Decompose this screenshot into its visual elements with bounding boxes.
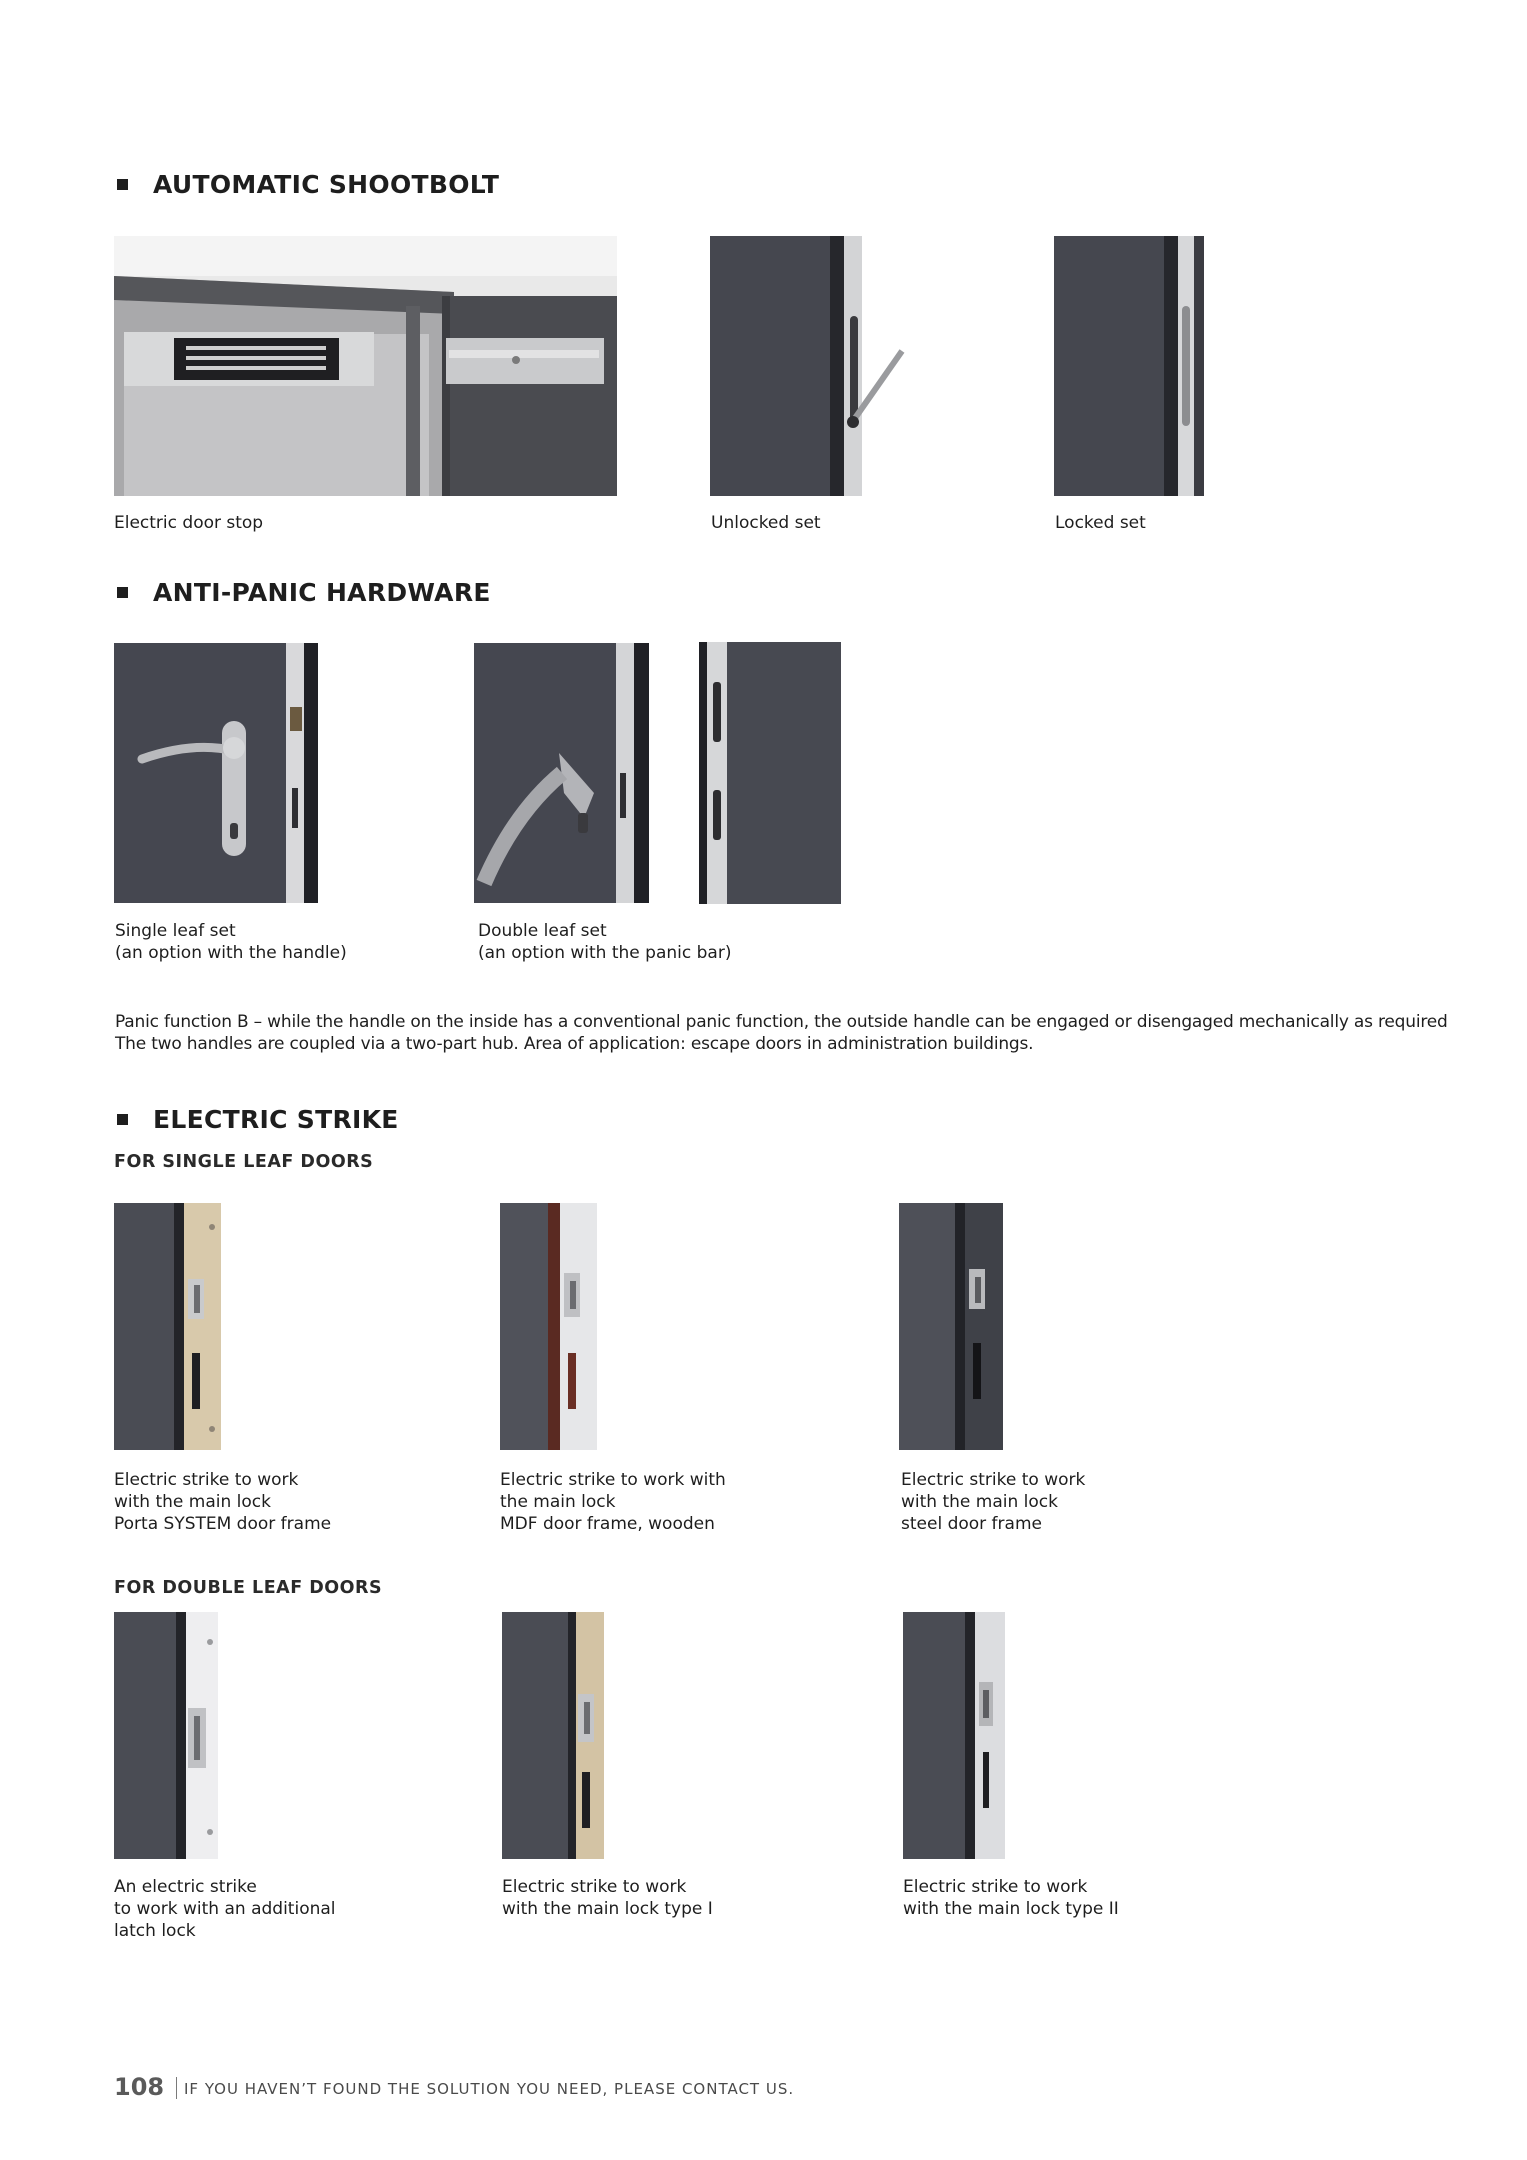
caption-single-leaf-set: Single leaf set (an option with the handle)	[115, 921, 347, 963]
caption-strike-porta-frame: Electric strike to work with the main lock Porta SYSTEM door frame	[114, 1470, 332, 1534]
section-title: ANTI-PANIC HARDWARE	[153, 578, 491, 607]
caption-electric-door-stop: Electric door stop	[114, 513, 264, 533]
section-title: AUTOMATIC SHOOTBOLT	[153, 170, 500, 199]
footer-contact-text: IF YOU HAVEN’T FOUND THE SOLUTION YOU NEED, PLEASE CONTACT US.	[184, 2080, 795, 2098]
photo-strike-mdf-frame	[500, 1203, 597, 1450]
subheading-single-leaf: FOR SINGLE LEAF DOORS	[114, 1152, 374, 1172]
page-number: 108	[114, 2073, 165, 2101]
photo-strike-latch-lock	[114, 1612, 218, 1859]
subheading-double-leaf: FOR DOUBLE LEAF DOORS	[114, 1578, 383, 1598]
photo-unlocked-set	[710, 236, 908, 496]
photo-double-leaf-set-panic-bar	[474, 643, 649, 903]
photo-strike-steel-frame	[899, 1203, 1003, 1450]
section-heading-shootbolt	[117, 170, 499, 199]
caption-locked-set: Locked set	[1055, 513, 1146, 533]
caption-strike-type-ii: Electric strike to work with the main lock type II	[903, 1877, 1119, 1919]
square-bullet-icon	[117, 1114, 128, 1125]
photo-electric-door-stop	[114, 236, 617, 496]
caption-double-leaf-set: Double leaf set (an option with the panic bar)	[478, 921, 732, 963]
photo-single-leaf-set	[114, 643, 318, 903]
caption-strike-latch-lock: An electric strike to work with an additional latch lock	[114, 1877, 336, 1941]
photo-double-leaf-set-frame	[699, 642, 841, 904]
square-bullet-icon	[117, 587, 128, 598]
caption-strike-mdf-frame: Electric strike to work with the main lock MDF door frame, wooden	[500, 1470, 726, 1534]
caption-strike-steel-frame: Electric strike to work with the main lock steel door frame	[901, 1470, 1086, 1534]
photo-locked-set	[1054, 236, 1204, 496]
photo-strike-type-ii	[903, 1612, 1005, 1859]
footer-divider	[176, 2077, 177, 2099]
caption-unlocked-set: Unlocked set	[711, 513, 821, 533]
section-heading-antipanic	[117, 578, 491, 607]
section-heading-electric-strike	[117, 1105, 399, 1134]
photo-strike-type-i	[502, 1612, 604, 1859]
panic-function-paragraph: Panic function B – while the handle on the inside has a conventional panic function, the outside handle can be engaged or disengaged mechanically as required The two handles are coupled via a two-part hub. Area of application: escape doors in administration buildings.	[115, 1012, 1448, 1054]
square-bullet-icon	[117, 179, 128, 190]
caption-strike-type-i: Electric strike to work with the main lock type I	[502, 1877, 713, 1919]
section-title: ELECTRIC STRIKE	[153, 1105, 399, 1134]
photo-strike-porta-frame	[114, 1203, 221, 1450]
